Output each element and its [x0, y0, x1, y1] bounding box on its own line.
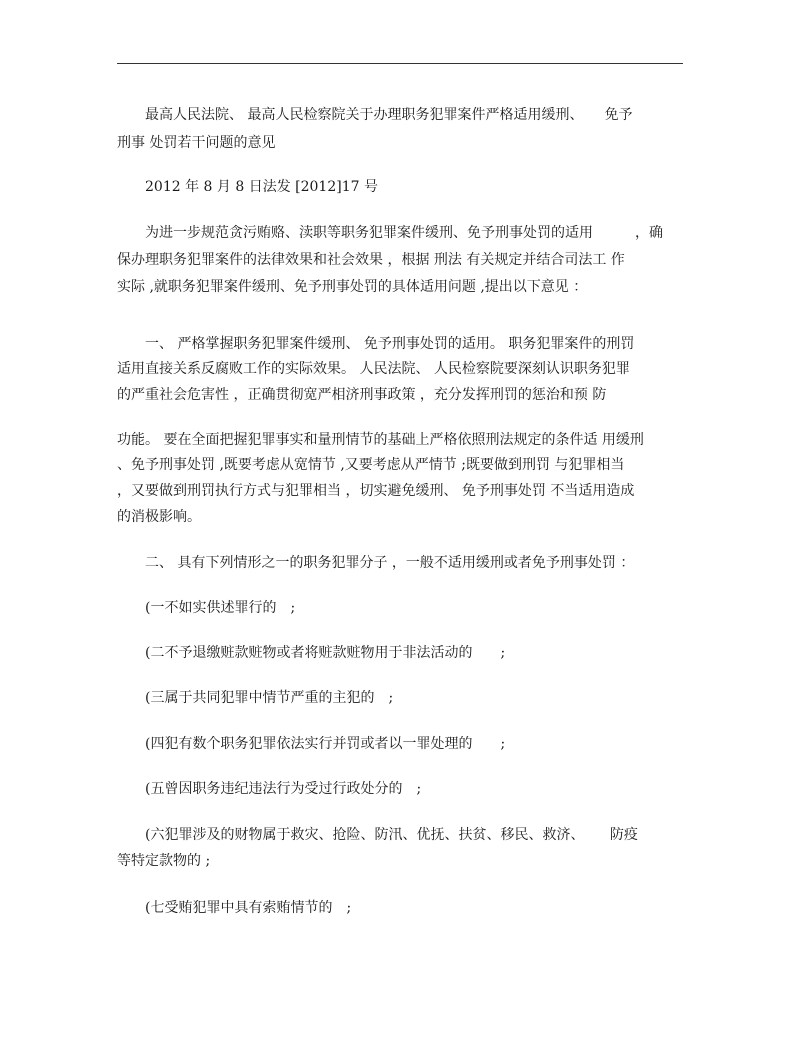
list-item-6-line-2: 等特定款物的 ;	[117, 853, 211, 869]
list-item-3: (三属于共同犯罪中情节严重的主犯的 ;	[117, 690, 394, 706]
document-title-line-2: 刑事 处罚若干问题的意见	[117, 135, 276, 151]
list-item-1: (一不如实供述罪行的 ;	[117, 600, 296, 616]
section1-line-7: 的消极影响。	[117, 509, 201, 525]
list-item-4: (四犯有数个职务犯罪依法实行并罚或者以一罪处理的 ;	[117, 736, 506, 752]
section1-line-5: 、免予刑事处罚 ,既要考虑从宽情节 ,又要考虑从严情节 ;既要做到刑罚 与犯罪相当	[117, 457, 625, 473]
section1-line-6: ，又要做到刑罚执行方式与犯罪相当 ，切实避免缓刑、 免予刑事处罚 不当适用造成	[117, 483, 635, 499]
section1-line-3: 的严重社会危害性 ，正确贯彻宽严相济刑事政策 ，充分发挥刑罚的惩治和预 防	[117, 387, 607, 403]
section1-line-1: 一、 严格掌握职务犯罪案件缓刑、 免予刑事处罚的适用。 职务犯罪案件的刑罚	[117, 336, 635, 352]
intro-line-2: 保办理职务犯罪案件的法律效果和社会效果 ，根据 刑法 有关规定并结合司法工 作	[117, 252, 625, 268]
document-title-line-1: 最高人民法院、 最高人民检察院关于办理职务犯罪案件严格适用缓刑、 免予	[117, 107, 633, 123]
list-item-2: (二不予退缴赃款赃物或者将赃款赃物用于非法活动的 ;	[117, 645, 506, 661]
list-item-6-line-1: (六犯罪涉及的财物属于救灾、抢险、防汛、优抚、扶贫、移民、救济、 防疫	[117, 827, 638, 843]
intro-line-1: 为进一步规范贪污贿赂、渎职等职务犯罪案件缓刑、免予刑事处罚的适用 ，确	[117, 225, 663, 241]
list-item-7: (七受贿犯罪中具有索贿情节的 ;	[117, 900, 352, 916]
section2-heading: 二、 具有下列情形之一的职务犯罪分子 ，一般不适用缓刑或者免予刑事处罚 ：	[117, 555, 635, 571]
intro-line-3: 实际 ,就职务犯罪案件缓刑、免予刑事处罚的具体适用问题 ,提出以下意见 ：	[117, 279, 588, 295]
section1-line-4: 功能。 要在全面把握犯罪事实和量刑情节的基础上严格依照刑法规定的条件适 用缓刑	[117, 432, 644, 448]
section1-line-2: 适用直接关系反腐败工作的实际效果。 人民法院、 人民检察院要深刻认识职务犯罪	[117, 361, 630, 377]
list-item-5: (五曾因职务违纪违法行为受过行政处分的 ;	[117, 781, 422, 797]
header-rule	[117, 63, 683, 64]
document-date-line: 2012 年 8 月 8 日法发 [2012]17 号	[117, 179, 378, 195]
